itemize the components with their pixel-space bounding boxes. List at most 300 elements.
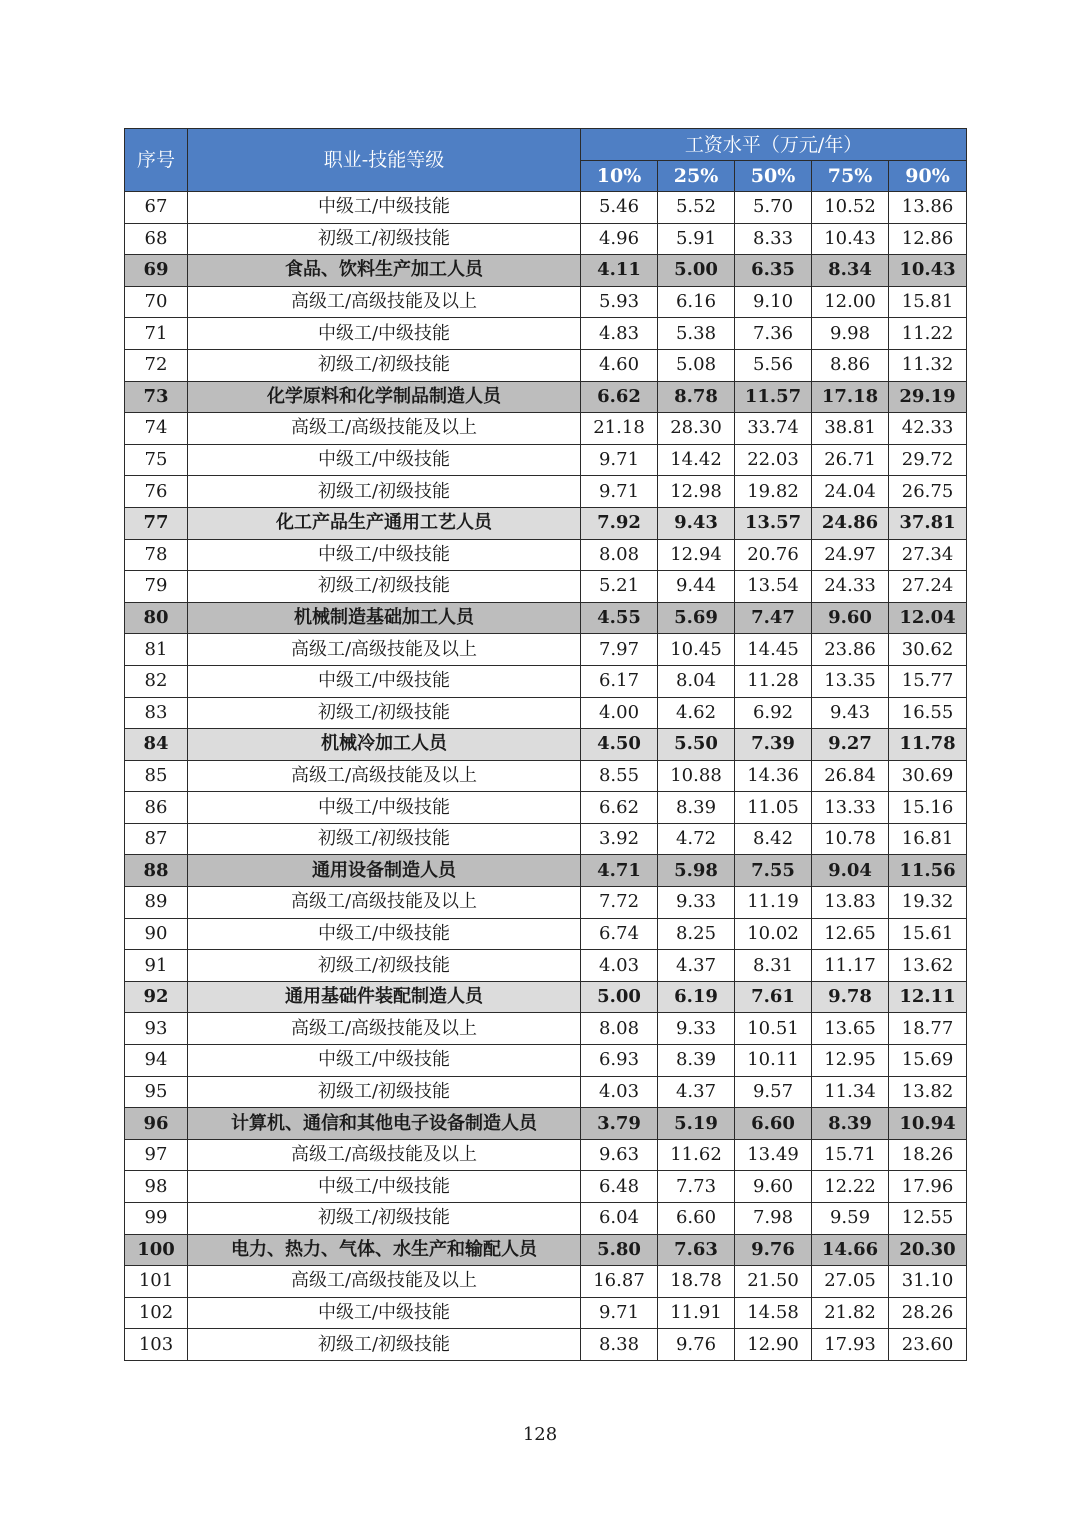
row-value-p90: 11.32 <box>889 349 967 381</box>
row-value-p25: 11.62 <box>658 1139 735 1171</box>
row-value-p50: 11.28 <box>735 665 812 697</box>
row-value-p25: 14.42 <box>658 444 735 476</box>
row-value-p50: 7.39 <box>735 729 812 761</box>
row-value-p25: 5.19 <box>658 1108 735 1140</box>
row-value-p50: 10.11 <box>735 1045 812 1077</box>
row-index: 74 <box>125 413 188 445</box>
table-row <box>125 1045 967 1077</box>
row-value-p25: 4.37 <box>658 1076 735 1108</box>
table-row <box>125 792 967 824</box>
row-value-p10: 5.46 <box>581 192 658 224</box>
row-index: 96 <box>125 1108 188 1140</box>
row-occupation: 机械制造基础加工人员 <box>188 602 581 634</box>
row-value-p50: 8.31 <box>735 950 812 982</box>
row-occupation: 通用基础件装配制造人员 <box>188 981 581 1013</box>
row-value-p50: 6.35 <box>735 255 812 287</box>
category-row <box>125 1108 967 1140</box>
row-index: 95 <box>125 1076 188 1108</box>
row-value-p25: 12.94 <box>658 539 735 571</box>
row-value-p10: 9.63 <box>581 1139 658 1171</box>
row-value-p75: 10.52 <box>812 192 889 224</box>
row-value-p10: 8.55 <box>581 760 658 792</box>
row-value-p10: 8.08 <box>581 1013 658 1045</box>
row-occupation: 化工产品生产通用工艺人员 <box>188 507 581 539</box>
row-value-p75: 13.65 <box>812 1013 889 1045</box>
category-row <box>125 507 967 539</box>
row-value-p90: 37.81 <box>889 507 967 539</box>
table-row <box>125 192 967 224</box>
table-row <box>125 823 967 855</box>
row-value-p75: 24.86 <box>812 507 889 539</box>
row-value-p50: 11.19 <box>735 887 812 919</box>
row-value-p10: 6.93 <box>581 1045 658 1077</box>
row-value-p75: 24.97 <box>812 539 889 571</box>
row-value-p75: 24.04 <box>812 476 889 508</box>
table-row <box>125 665 967 697</box>
table-row <box>125 1203 967 1235</box>
row-value-p25: 7.73 <box>658 1171 735 1203</box>
row-index: 86 <box>125 792 188 824</box>
row-index: 77 <box>125 507 188 539</box>
row-value-p75: 15.71 <box>812 1139 889 1171</box>
row-value-p10: 7.92 <box>581 507 658 539</box>
row-value-p75: 13.35 <box>812 665 889 697</box>
row-occupation: 电力、热力、气体、水生产和输配人员 <box>188 1234 581 1266</box>
row-value-p75: 12.95 <box>812 1045 889 1077</box>
row-occupation: 高级工/高级技能及以上 <box>188 413 581 445</box>
row-index: 97 <box>125 1139 188 1171</box>
row-value-p90: 31.10 <box>889 1266 967 1298</box>
table-row <box>125 760 967 792</box>
category-row <box>125 255 967 287</box>
row-value-p25: 8.39 <box>658 792 735 824</box>
row-occupation: 中级工/中级技能 <box>188 1171 581 1203</box>
row-occupation: 中级工/中级技能 <box>188 192 581 224</box>
row-index: 103 <box>125 1329 188 1361</box>
row-value-p75: 26.71 <box>812 444 889 476</box>
row-value-p25: 5.69 <box>658 602 735 634</box>
header-p50: 50% <box>735 161 812 192</box>
row-value-p90: 15.81 <box>889 286 967 318</box>
row-value-p90: 13.86 <box>889 192 967 224</box>
row-value-p90: 28.26 <box>889 1297 967 1329</box>
row-value-p50: 13.57 <box>735 507 812 539</box>
row-value-p75: 9.04 <box>812 855 889 887</box>
row-value-p75: 12.65 <box>812 918 889 950</box>
row-occupation: 初级工/初级技能 <box>188 1329 581 1361</box>
row-value-p50: 13.49 <box>735 1139 812 1171</box>
row-value-p90: 26.75 <box>889 476 967 508</box>
row-value-p25: 9.76 <box>658 1329 735 1361</box>
row-value-p50: 20.76 <box>735 539 812 571</box>
table-row <box>125 413 967 445</box>
table-body <box>125 192 967 1361</box>
row-value-p50: 14.45 <box>735 634 812 666</box>
row-occupation: 中级工/中级技能 <box>188 665 581 697</box>
row-value-p10: 6.62 <box>581 381 658 413</box>
row-value-p25: 8.78 <box>658 381 735 413</box>
row-index: 90 <box>125 918 188 950</box>
row-index: 102 <box>125 1297 188 1329</box>
row-index: 98 <box>125 1171 188 1203</box>
table-row <box>125 539 967 571</box>
table-row <box>125 918 967 950</box>
row-occupation: 食品、饮料生产加工人员 <box>188 255 581 287</box>
row-value-p90: 11.78 <box>889 729 967 761</box>
row-value-p25: 6.16 <box>658 286 735 318</box>
row-value-p10: 7.97 <box>581 634 658 666</box>
row-value-p90: 11.56 <box>889 855 967 887</box>
row-value-p25: 18.78 <box>658 1266 735 1298</box>
page-number: 128 <box>522 1424 558 1445</box>
row-value-p10: 7.72 <box>581 887 658 919</box>
row-occupation: 高级工/高级技能及以上 <box>188 760 581 792</box>
row-value-p50: 12.90 <box>735 1329 812 1361</box>
row-value-p10: 4.55 <box>581 602 658 634</box>
row-value-p75: 21.82 <box>812 1297 889 1329</box>
category-row <box>125 381 967 413</box>
table-row <box>125 286 967 318</box>
row-value-p90: 15.61 <box>889 918 967 950</box>
header-index: 序号 <box>125 129 188 192</box>
row-value-p10: 4.96 <box>581 223 658 255</box>
row-occupation: 初级工/初级技能 <box>188 1203 581 1235</box>
row-value-p75: 8.34 <box>812 255 889 287</box>
row-occupation: 初级工/初级技能 <box>188 571 581 603</box>
header-occupation: 职业-技能等级 <box>188 129 581 192</box>
row-value-p90: 30.62 <box>889 634 967 666</box>
row-value-p50: 21.50 <box>735 1266 812 1298</box>
row-index: 79 <box>125 571 188 603</box>
row-index: 100 <box>125 1234 188 1266</box>
row-value-p25: 4.72 <box>658 823 735 855</box>
header-p25: 25% <box>658 161 735 192</box>
row-value-p50: 33.74 <box>735 413 812 445</box>
row-index: 101 <box>125 1266 188 1298</box>
row-occupation: 初级工/初级技能 <box>188 476 581 508</box>
row-value-p10: 4.03 <box>581 1076 658 1108</box>
row-value-p10: 4.71 <box>581 855 658 887</box>
row-value-p75: 9.98 <box>812 318 889 350</box>
row-value-p75: 24.33 <box>812 571 889 603</box>
row-index: 87 <box>125 823 188 855</box>
row-value-p75: 14.66 <box>812 1234 889 1266</box>
row-occupation: 初级工/初级技能 <box>188 823 581 855</box>
row-value-p50: 7.47 <box>735 602 812 634</box>
row-value-p25: 9.43 <box>658 507 735 539</box>
row-value-p75: 17.18 <box>812 381 889 413</box>
row-value-p50: 5.70 <box>735 192 812 224</box>
category-row <box>125 981 967 1013</box>
header-wage-group: 工资水平（万元/年） <box>581 129 967 161</box>
row-value-p75: 13.33 <box>812 792 889 824</box>
row-value-p90: 15.77 <box>889 665 967 697</box>
row-value-p90: 15.16 <box>889 792 967 824</box>
row-index: 82 <box>125 665 188 697</box>
row-value-p25: 9.33 <box>658 887 735 919</box>
row-value-p10: 4.03 <box>581 950 658 982</box>
row-value-p10: 6.04 <box>581 1203 658 1235</box>
row-value-p90: 12.55 <box>889 1203 967 1235</box>
table-row <box>125 950 967 982</box>
row-value-p90: 18.26 <box>889 1139 967 1171</box>
row-value-p75: 27.05 <box>812 1266 889 1298</box>
row-value-p75: 11.17 <box>812 950 889 982</box>
row-index: 78 <box>125 539 188 571</box>
row-value-p50: 8.42 <box>735 823 812 855</box>
row-value-p50: 9.10 <box>735 286 812 318</box>
row-value-p50: 7.61 <box>735 981 812 1013</box>
row-value-p10: 6.48 <box>581 1171 658 1203</box>
row-occupation: 高级工/高级技能及以上 <box>188 1266 581 1298</box>
row-value-p90: 19.32 <box>889 887 967 919</box>
header-p10: 10% <box>581 161 658 192</box>
row-value-p25: 10.88 <box>658 760 735 792</box>
row-index: 69 <box>125 255 188 287</box>
row-value-p10: 6.74 <box>581 918 658 950</box>
row-occupation: 中级工/中级技能 <box>188 918 581 950</box>
row-value-p90: 23.60 <box>889 1329 967 1361</box>
table-row <box>125 571 967 603</box>
row-index: 84 <box>125 729 188 761</box>
row-value-p10: 8.38 <box>581 1329 658 1361</box>
row-occupation: 高级工/高级技能及以上 <box>188 634 581 666</box>
row-index: 80 <box>125 602 188 634</box>
row-value-p25: 9.44 <box>658 571 735 603</box>
row-value-p25: 6.60 <box>658 1203 735 1235</box>
row-value-p90: 11.22 <box>889 318 967 350</box>
row-value-p75: 12.22 <box>812 1171 889 1203</box>
row-value-p25: 5.98 <box>658 855 735 887</box>
row-occupation: 高级工/高级技能及以上 <box>188 286 581 318</box>
row-value-p25: 6.19 <box>658 981 735 1013</box>
row-value-p90: 10.43 <box>889 255 967 287</box>
row-value-p75: 13.83 <box>812 887 889 919</box>
row-value-p90: 29.19 <box>889 381 967 413</box>
row-value-p75: 26.84 <box>812 760 889 792</box>
row-value-p50: 7.98 <box>735 1203 812 1235</box>
row-value-p50: 10.51 <box>735 1013 812 1045</box>
row-index: 76 <box>125 476 188 508</box>
row-value-p50: 7.36 <box>735 318 812 350</box>
row-occupation: 高级工/高级技能及以上 <box>188 1139 581 1171</box>
row-value-p25: 7.63 <box>658 1234 735 1266</box>
table-row <box>125 1329 967 1361</box>
row-value-p25: 9.33 <box>658 1013 735 1045</box>
row-value-p25: 28.30 <box>658 413 735 445</box>
row-value-p90: 27.24 <box>889 571 967 603</box>
row-value-p50: 14.58 <box>735 1297 812 1329</box>
row-value-p90: 15.69 <box>889 1045 967 1077</box>
table-row <box>125 1266 967 1298</box>
header-row-top <box>125 129 967 161</box>
row-index: 68 <box>125 223 188 255</box>
row-value-p10: 9.71 <box>581 476 658 508</box>
row-index: 88 <box>125 855 188 887</box>
table-header <box>125 129 967 192</box>
row-occupation: 中级工/中级技能 <box>188 444 581 476</box>
row-value-p25: 5.52 <box>658 192 735 224</box>
row-value-p10: 5.93 <box>581 286 658 318</box>
row-value-p50: 8.33 <box>735 223 812 255</box>
row-value-p10: 4.60 <box>581 349 658 381</box>
row-value-p90: 30.69 <box>889 760 967 792</box>
category-row <box>125 729 967 761</box>
row-value-p10: 4.50 <box>581 729 658 761</box>
table-row <box>125 634 967 666</box>
row-value-p10: 16.87 <box>581 1266 658 1298</box>
row-value-p90: 13.62 <box>889 950 967 982</box>
row-value-p90: 42.33 <box>889 413 967 445</box>
row-value-p90: 13.82 <box>889 1076 967 1108</box>
row-value-p75: 9.78 <box>812 981 889 1013</box>
header-p90: 90% <box>889 161 967 192</box>
row-value-p90: 12.11 <box>889 981 967 1013</box>
row-index: 75 <box>125 444 188 476</box>
table-row <box>125 697 967 729</box>
row-value-p25: 5.00 <box>658 255 735 287</box>
row-value-p10: 3.79 <box>581 1108 658 1140</box>
table-row <box>125 1076 967 1108</box>
row-occupation: 初级工/初级技能 <box>188 697 581 729</box>
category-row <box>125 1234 967 1266</box>
row-value-p25: 10.45 <box>658 634 735 666</box>
row-value-p50: 7.55 <box>735 855 812 887</box>
row-value-p90: 16.81 <box>889 823 967 855</box>
row-value-p75: 38.81 <box>812 413 889 445</box>
row-value-p25: 11.91 <box>658 1297 735 1329</box>
row-value-p75: 10.43 <box>812 223 889 255</box>
row-occupation: 中级工/中级技能 <box>188 792 581 824</box>
row-value-p75: 9.59 <box>812 1203 889 1235</box>
row-value-p10: 5.80 <box>581 1234 658 1266</box>
row-value-p50: 19.82 <box>735 476 812 508</box>
table-row <box>125 349 967 381</box>
row-value-p75: 11.34 <box>812 1076 889 1108</box>
row-occupation: 机械冷加工人员 <box>188 729 581 761</box>
row-value-p50: 6.60 <box>735 1108 812 1140</box>
row-value-p50: 9.60 <box>735 1171 812 1203</box>
row-value-p75: 9.60 <box>812 602 889 634</box>
row-value-p50: 6.92 <box>735 697 812 729</box>
table-row <box>125 1139 967 1171</box>
row-occupation: 中级工/中级技能 <box>188 539 581 571</box>
row-index: 70 <box>125 286 188 318</box>
row-value-p75: 23.86 <box>812 634 889 666</box>
row-value-p10: 9.71 <box>581 1297 658 1329</box>
row-value-p25: 4.62 <box>658 697 735 729</box>
row-occupation: 中级工/中级技能 <box>188 1045 581 1077</box>
row-occupation: 通用设备制造人员 <box>188 855 581 887</box>
row-index: 93 <box>125 1013 188 1045</box>
row-value-p50: 10.02 <box>735 918 812 950</box>
row-value-p75: 8.86 <box>812 349 889 381</box>
row-index: 71 <box>125 318 188 350</box>
row-value-p90: 17.96 <box>889 1171 967 1203</box>
row-value-p10: 5.21 <box>581 571 658 603</box>
row-value-p90: 29.72 <box>889 444 967 476</box>
row-value-p50: 11.57 <box>735 381 812 413</box>
row-index: 94 <box>125 1045 188 1077</box>
row-value-p90: 18.77 <box>889 1013 967 1045</box>
table-row <box>125 476 967 508</box>
category-row <box>125 855 967 887</box>
table-row <box>125 1297 967 1329</box>
row-value-p50: 22.03 <box>735 444 812 476</box>
row-value-p25: 8.04 <box>658 665 735 697</box>
row-value-p10: 3.92 <box>581 823 658 855</box>
row-occupation: 高级工/高级技能及以上 <box>188 1013 581 1045</box>
row-value-p10: 8.08 <box>581 539 658 571</box>
row-value-p90: 27.34 <box>889 539 967 571</box>
row-occupation: 计算机、通信和其他电子设备制造人员 <box>188 1108 581 1140</box>
row-value-p10: 9.71 <box>581 444 658 476</box>
row-occupation: 初级工/初级技能 <box>188 349 581 381</box>
row-index: 73 <box>125 381 188 413</box>
row-index: 67 <box>125 192 188 224</box>
row-value-p90: 20.30 <box>889 1234 967 1266</box>
row-value-p10: 6.17 <box>581 665 658 697</box>
row-value-p75: 10.78 <box>812 823 889 855</box>
row-index: 89 <box>125 887 188 919</box>
row-value-p10: 5.00 <box>581 981 658 1013</box>
row-value-p10: 4.83 <box>581 318 658 350</box>
row-occupation: 初级工/初级技能 <box>188 1076 581 1108</box>
table-row <box>125 223 967 255</box>
category-row <box>125 602 967 634</box>
row-value-p50: 9.57 <box>735 1076 812 1108</box>
row-value-p25: 5.38 <box>658 318 735 350</box>
row-value-p10: 21.18 <box>581 413 658 445</box>
row-value-p50: 13.54 <box>735 571 812 603</box>
row-index: 91 <box>125 950 188 982</box>
row-value-p25: 5.50 <box>658 729 735 761</box>
row-value-p75: 8.39 <box>812 1108 889 1140</box>
row-index: 99 <box>125 1203 188 1235</box>
table-row <box>125 318 967 350</box>
row-value-p90: 10.94 <box>889 1108 967 1140</box>
row-occupation: 中级工/中级技能 <box>188 318 581 350</box>
row-value-p10: 6.62 <box>581 792 658 824</box>
row-value-p25: 8.39 <box>658 1045 735 1077</box>
row-occupation: 初级工/初级技能 <box>188 950 581 982</box>
row-value-p75: 9.27 <box>812 729 889 761</box>
row-value-p10: 4.00 <box>581 697 658 729</box>
row-value-p75: 9.43 <box>812 697 889 729</box>
table-row <box>125 444 967 476</box>
row-occupation: 化学原料和化学制品制造人员 <box>188 381 581 413</box>
row-value-p75: 12.00 <box>812 286 889 318</box>
wage-table <box>124 128 967 1361</box>
row-value-p25: 8.25 <box>658 918 735 950</box>
row-index: 81 <box>125 634 188 666</box>
row-value-p25: 4.37 <box>658 950 735 982</box>
row-value-p25: 5.91 <box>658 223 735 255</box>
row-value-p90: 16.55 <box>889 697 967 729</box>
table-row <box>125 1171 967 1203</box>
row-value-p50: 14.36 <box>735 760 812 792</box>
row-occupation: 初级工/初级技能 <box>188 223 581 255</box>
row-index: 85 <box>125 760 188 792</box>
row-value-p50: 5.56 <box>735 349 812 381</box>
row-value-p75: 17.93 <box>812 1329 889 1361</box>
row-occupation: 中级工/中级技能 <box>188 1297 581 1329</box>
row-value-p90: 12.04 <box>889 602 967 634</box>
row-index: 72 <box>125 349 188 381</box>
row-value-p50: 11.05 <box>735 792 812 824</box>
row-value-p25: 12.98 <box>658 476 735 508</box>
row-value-p50: 9.76 <box>735 1234 812 1266</box>
